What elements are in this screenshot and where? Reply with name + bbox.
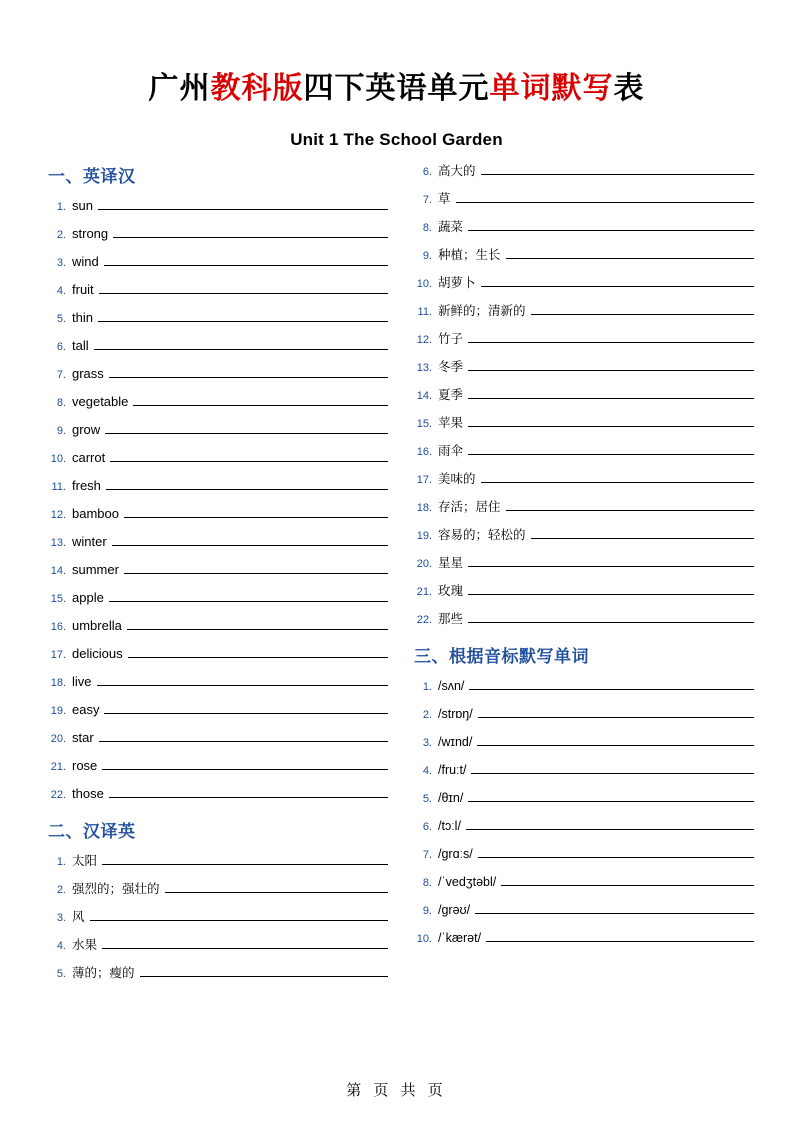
left-column: [48, 160, 388, 990]
answer-blank[interactable]: [478, 703, 754, 718]
item-number: 17.: [50, 648, 66, 661]
item-number: 7.: [422, 193, 432, 206]
item-number: 12.: [50, 508, 66, 521]
answer-blank[interactable]: [102, 934, 388, 949]
item-term: winter: [72, 533, 107, 549]
list-item: [48, 363, 388, 385]
item-number: 2.: [422, 708, 432, 721]
item-term: apple: [72, 589, 104, 605]
item-number: 7.: [422, 848, 432, 861]
item-number: 6.: [422, 165, 432, 178]
answer-blank[interactable]: [127, 615, 388, 630]
list-item: [414, 216, 754, 238]
item-number: 1.: [56, 855, 66, 868]
answer-blank[interactable]: [90, 906, 388, 921]
item-term: 竹子: [438, 331, 464, 346]
list-item: [48, 419, 388, 441]
answer-blank[interactable]: [481, 272, 754, 287]
list-item: [48, 643, 388, 665]
right-column: [414, 160, 754, 990]
list-item: [48, 559, 388, 581]
item-number: 10.: [416, 277, 432, 290]
answer-blank[interactable]: [109, 587, 388, 602]
answer-blank[interactable]: [468, 552, 754, 567]
item-number: 14.: [416, 389, 432, 402]
answer-blank[interactable]: [469, 675, 754, 690]
page-title: [48, 70, 745, 108]
list-item: [48, 195, 388, 217]
item-term: /sʌn/: [438, 678, 465, 693]
item-number: 6.: [422, 820, 432, 833]
list-item: [414, 703, 754, 725]
list-item: [48, 251, 388, 273]
unit-title: Unit 1 The School Garden: [290, 129, 503, 149]
item-term: /wɪnd/: [438, 734, 473, 749]
list-item: [48, 223, 388, 245]
section-heading-ipa: 三、根据音标默写单词: [414, 646, 589, 666]
answer-blank[interactable]: [468, 216, 754, 231]
section-heading-en-to-cn: 一、英译汉: [48, 166, 136, 186]
answer-blank[interactable]: [110, 447, 388, 462]
section-heading-cn-to-en: 二、汉译英: [48, 821, 136, 841]
list-item: [414, 272, 754, 294]
item-term: 草: [438, 191, 451, 206]
answer-blank[interactable]: [104, 699, 388, 714]
list-item: [414, 608, 754, 630]
list-item: [48, 531, 388, 553]
answer-blank[interactable]: [486, 927, 754, 942]
list-item: [48, 279, 388, 301]
answer-blank[interactable]: [506, 244, 754, 259]
item-term: live: [72, 673, 92, 689]
answer-blank[interactable]: [531, 524, 754, 539]
item-number: 3.: [56, 911, 66, 924]
item-term: 强烈的；强壮的: [72, 881, 160, 896]
item-number: 18.: [416, 501, 432, 514]
item-term: easy: [72, 701, 100, 717]
item-number: 4.: [56, 939, 66, 952]
item-term: /tɔːl/: [438, 818, 461, 833]
item-number: 2.: [56, 228, 66, 241]
list-item: [414, 899, 754, 921]
answer-blank[interactable]: [98, 195, 388, 210]
item-term: delicious: [72, 645, 123, 661]
item-number: 3.: [56, 256, 66, 269]
item-term: 高大的: [438, 163, 476, 178]
item-number: 8.: [422, 876, 432, 889]
item-term: thin: [72, 309, 93, 325]
list-item: [414, 244, 754, 266]
item-term: sun: [72, 197, 93, 213]
list-item: [48, 307, 388, 329]
answer-blank[interactable]: [98, 307, 388, 322]
answer-blank[interactable]: [128, 643, 388, 658]
list-item: [48, 906, 388, 928]
item-number: 12.: [416, 333, 432, 346]
item-term: fruit: [72, 281, 94, 297]
item-number: 19.: [416, 529, 432, 542]
list-item: [414, 927, 754, 949]
list-cn-to-en-part1: [48, 850, 388, 984]
item-term: tall: [72, 337, 89, 353]
answer-blank[interactable]: [481, 468, 754, 483]
answer-blank[interactable]: [106, 475, 388, 490]
answer-blank[interactable]: [468, 580, 754, 595]
answer-blank[interactable]: [124, 559, 388, 574]
list-item: [48, 391, 388, 413]
item-number: 11.: [51, 480, 66, 493]
item-term: /ˈvedʒtəbl/: [438, 874, 497, 889]
item-number: 8.: [56, 396, 66, 409]
item-number: 22.: [50, 788, 66, 801]
list-item: [48, 447, 388, 469]
answer-blank[interactable]: [506, 496, 754, 511]
item-term: 胡萝卜: [438, 275, 476, 290]
item-term: star: [72, 729, 94, 745]
list-item: [414, 496, 754, 518]
answer-blank[interactable]: [113, 223, 388, 238]
answer-blank[interactable]: [531, 300, 754, 315]
item-number: 16.: [416, 445, 432, 458]
item-term: 星星: [438, 555, 464, 570]
list-item: [414, 412, 754, 434]
item-number: 9.: [56, 424, 66, 437]
answer-blank[interactable]: [468, 384, 754, 399]
list-item: [48, 878, 388, 900]
list-ipa: [414, 675, 754, 949]
item-term: 美味的: [438, 471, 476, 486]
answer-blank[interactable]: [456, 188, 754, 203]
list-item: [414, 356, 754, 378]
list-item: [414, 468, 754, 490]
item-term: grow: [72, 421, 101, 437]
list-item: [414, 440, 754, 462]
list-item: [414, 675, 754, 697]
item-term: 新鲜的；清新的: [438, 303, 526, 318]
list-cn-to-en-part2: [414, 160, 754, 630]
item-term: vegetable: [72, 393, 129, 409]
item-term: grass: [72, 365, 104, 381]
item-number: 13.: [416, 361, 432, 374]
item-term: /θɪn/: [438, 790, 464, 805]
list-item: [48, 671, 388, 693]
list-item: [48, 727, 388, 749]
list-item: [48, 699, 388, 721]
list-item: [48, 755, 388, 777]
list-item: [414, 871, 754, 893]
item-term: 风: [72, 909, 85, 924]
item-number: 5.: [56, 967, 66, 980]
answer-blank[interactable]: [124, 503, 388, 518]
title-part-1: 广州: [148, 72, 211, 105]
page-footer: 第 页 共 页: [346, 1082, 447, 1099]
list-item: [48, 615, 388, 637]
list-item: [414, 815, 754, 837]
answer-blank[interactable]: [477, 731, 754, 746]
answer-blank[interactable]: [165, 878, 388, 893]
list-item: [414, 300, 754, 322]
list-item: [48, 962, 388, 984]
list-item: [414, 843, 754, 865]
answer-blank[interactable]: [468, 356, 754, 371]
item-term: 容易的；轻松的: [438, 527, 526, 542]
item-number: 10.: [416, 932, 432, 945]
item-number: 7.: [56, 368, 66, 381]
item-number: 10.: [50, 452, 66, 465]
item-term: 冬季: [438, 359, 464, 374]
list-item: [48, 783, 388, 805]
item-term: 雨伞: [438, 443, 464, 458]
answer-blank[interactable]: [94, 335, 388, 350]
item-number: 15.: [416, 417, 432, 430]
answer-blank[interactable]: [468, 608, 754, 623]
item-term: /ˈkærət/: [438, 930, 482, 945]
item-number: 4.: [422, 764, 432, 777]
item-term: 蔬菜: [438, 219, 464, 234]
answer-blank[interactable]: [468, 412, 754, 427]
answer-blank[interactable]: [468, 787, 754, 802]
item-term: 夏季: [438, 387, 464, 402]
item-term: wind: [72, 253, 99, 269]
worksheet-columns: [48, 160, 745, 990]
item-number: 18.: [50, 676, 66, 689]
item-number: 9.: [422, 249, 432, 262]
answer-blank[interactable]: [109, 783, 388, 798]
item-term: 苹果: [438, 415, 464, 430]
list-en-to-cn: [48, 195, 388, 805]
answer-blank[interactable]: [478, 843, 754, 858]
list-item: [414, 731, 754, 753]
item-term: those: [72, 785, 104, 801]
item-term: 水果: [72, 937, 98, 952]
answer-blank[interactable]: [104, 251, 388, 266]
list-item: [414, 384, 754, 406]
answer-blank[interactable]: [481, 160, 754, 175]
list-item: [48, 850, 388, 872]
list-item: [48, 475, 388, 497]
item-number: 1.: [56, 200, 66, 213]
answer-blank[interactable]: [99, 279, 388, 294]
answer-blank[interactable]: [468, 328, 754, 343]
item-number: 17.: [416, 473, 432, 486]
item-number: 15.: [50, 592, 66, 605]
item-number: 8.: [422, 221, 432, 234]
item-term: strong: [72, 225, 109, 241]
answer-blank[interactable]: [501, 871, 754, 886]
item-term: rose: [72, 757, 98, 773]
list-item: [414, 524, 754, 546]
item-term: 玫瑰: [438, 583, 464, 598]
item-term: fresh: [72, 477, 101, 493]
list-item: [414, 787, 754, 809]
item-number: 1.: [422, 680, 432, 693]
item-number: 2.: [56, 883, 66, 896]
item-number: 21.: [416, 585, 432, 598]
list-item: [414, 160, 754, 182]
item-term: carrot: [72, 449, 106, 465]
item-number: 3.: [422, 736, 432, 749]
answer-blank[interactable]: [133, 391, 388, 406]
item-number: 5.: [56, 312, 66, 325]
answer-blank[interactable]: [468, 440, 754, 455]
item-term: 那些: [438, 611, 464, 626]
item-term: umbrella: [72, 617, 122, 633]
item-term: /fruːt/: [438, 762, 467, 777]
item-term: /grəʊ/: [438, 902, 471, 917]
item-number: 16.: [50, 620, 66, 633]
item-number: 6.: [56, 340, 66, 353]
item-number: 20.: [50, 732, 66, 745]
list-item: [414, 188, 754, 210]
answer-blank[interactable]: [466, 815, 754, 830]
list-item: [414, 580, 754, 602]
item-term: 种植；生长: [438, 247, 501, 262]
item-number: 13.: [50, 536, 66, 549]
answer-blank[interactable]: [102, 755, 388, 770]
item-number: 19.: [50, 704, 66, 717]
title-part-4: 单词默写: [489, 72, 614, 105]
item-number: 14.: [50, 564, 66, 577]
list-item: [48, 934, 388, 956]
item-number: 4.: [56, 284, 66, 297]
item-term: /grɑːs/: [438, 846, 473, 861]
answer-blank[interactable]: [475, 899, 754, 914]
answer-blank[interactable]: [99, 727, 388, 742]
title-part-3: 四下英语单元: [303, 72, 490, 105]
item-number: 20.: [416, 557, 432, 570]
answer-blank[interactable]: [105, 419, 388, 434]
answer-blank[interactable]: [140, 962, 388, 977]
item-number: 9.: [422, 904, 432, 917]
answer-blank[interactable]: [97, 671, 388, 686]
item-term: 存活；居住: [438, 499, 501, 514]
title-part-5: 表: [613, 72, 645, 105]
item-number: 22.: [416, 613, 432, 626]
list-item: [48, 503, 388, 525]
item-term: 薄的；瘦的: [72, 965, 135, 980]
item-number: 11.: [417, 305, 432, 318]
item-term: summer: [72, 561, 119, 577]
answer-blank[interactable]: [102, 850, 388, 865]
item-term: /strɒŋ/: [438, 706, 473, 721]
list-item: [414, 328, 754, 350]
title-part-2: 教科版: [210, 72, 304, 105]
item-number: 21.: [50, 760, 66, 773]
item-number: 5.: [422, 792, 432, 805]
list-item: [48, 335, 388, 357]
answer-blank[interactable]: [471, 759, 754, 774]
answer-blank[interactable]: [109, 363, 388, 378]
answer-blank[interactable]: [112, 531, 388, 546]
list-item: [414, 759, 754, 781]
item-term: 太阳: [72, 853, 98, 868]
list-item: [48, 587, 388, 609]
list-item: [414, 552, 754, 574]
item-term: bamboo: [72, 505, 119, 521]
